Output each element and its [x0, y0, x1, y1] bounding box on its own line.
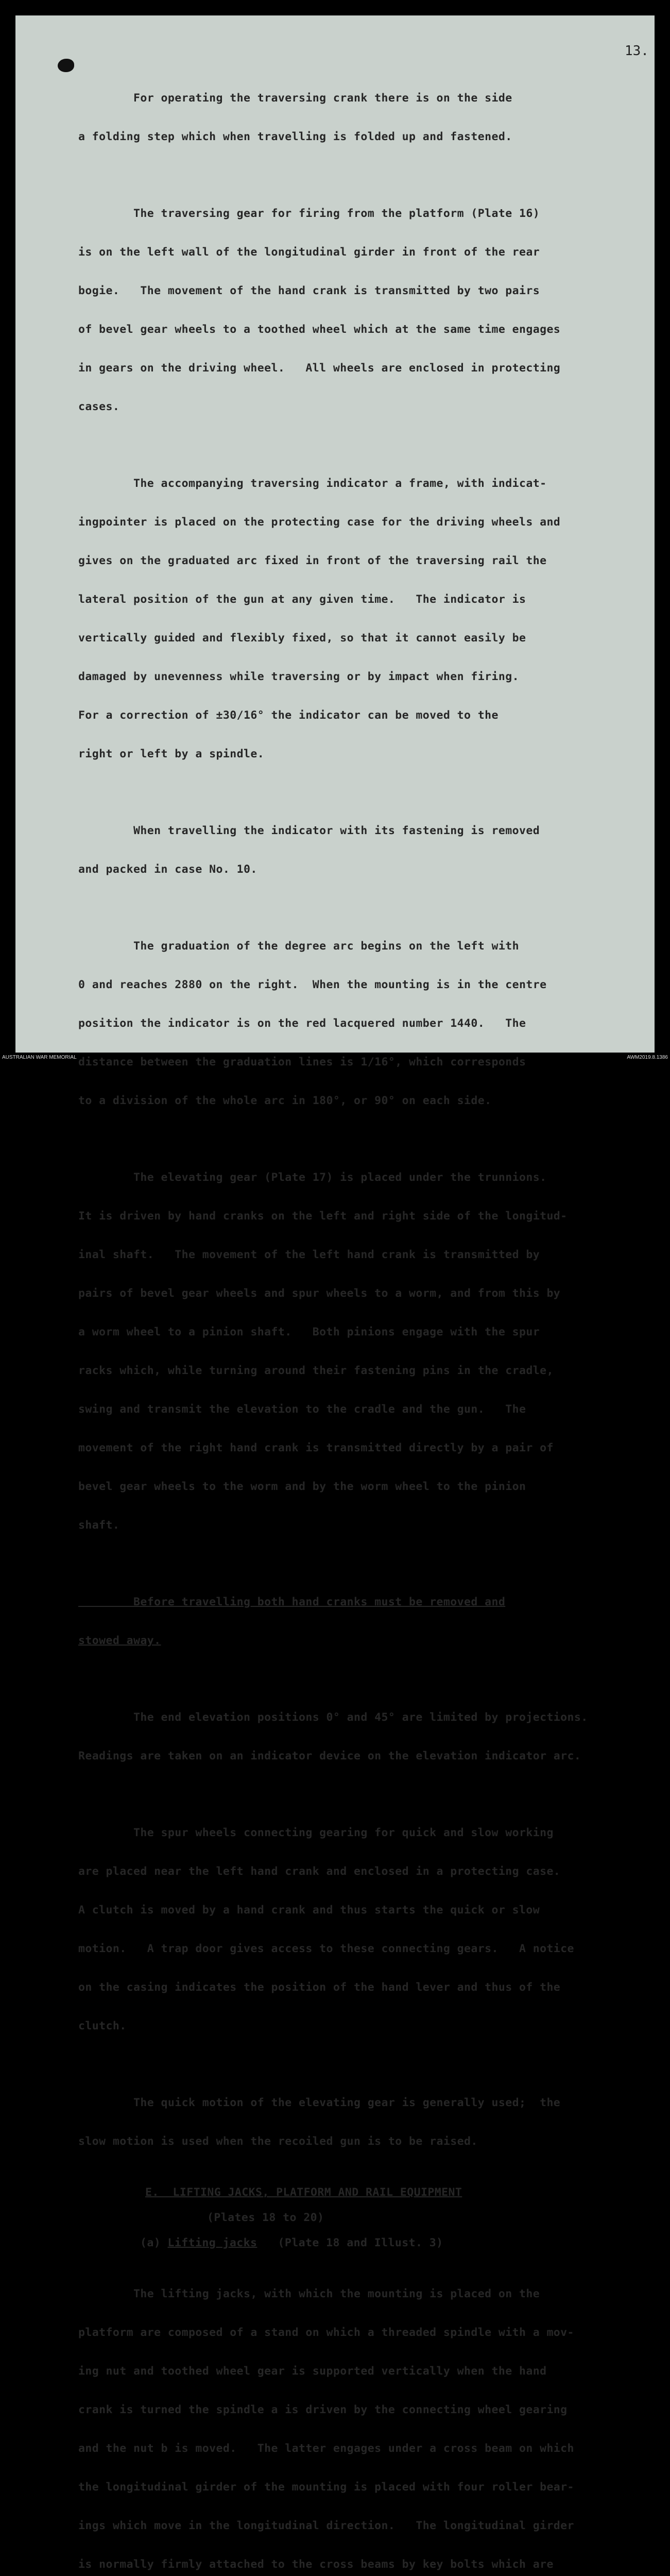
text-line: platform are composed of a stand on which a threaded spindle with a mov-: [78, 2326, 574, 2339]
text-line: ingpointer is placed on the protecting case for the driving wheels and: [78, 516, 561, 529]
text-line: of bevel gear wheels to a toothed wheel which at the same time engages: [78, 323, 561, 336]
text-line: The quick motion of the elevating gear is generally used; the: [78, 2096, 561, 2109]
text-line: The accompanying traversing indicator a frame, with indicat-: [78, 477, 547, 490]
text-line: the longitudinal girder of the mounting is placed with four roller bear-: [78, 2481, 574, 2494]
text-line: It is driven by hand cranks on the left and right side of the longitud-: [78, 1210, 568, 1223]
text-line: a folding step which when travelling is folded up and fastened.: [78, 130, 512, 143]
page-number: 13.: [625, 43, 649, 59]
section-plates-text: (Plates 18 to 20): [207, 2211, 324, 2224]
text-line: position the indicator is on the red lacquered number 1440. The: [78, 1017, 526, 1030]
subsection-heading: [78, 2236, 655, 2249]
text-line: pairs of bevel gear wheels and spur wheels to a worm, and from this by: [78, 1287, 561, 1300]
text-line: For operating the traversing crank there is on the side: [78, 92, 512, 105]
text-line: damaged by unevenness while traversing or by impact when firing.: [78, 670, 519, 683]
paragraph-7: [78, 1570, 655, 1673]
text-line: swing and transmit the elevation to the cradle and the gun. The: [78, 1403, 526, 1416]
paragraph-1: [78, 66, 655, 169]
text-line: distance between the graduation lines is 1/16°, which corresponds: [78, 1056, 526, 1069]
text-line: For a correction of ±30/16° the indicator can be moved to the: [78, 709, 499, 722]
text-line: vertically guided and flexibly fixed, so that it cannot easily be: [78, 632, 526, 645]
text-line: ing nut and toothed wheel gear is supported vertically when the hand: [78, 2365, 547, 2378]
paragraph-2: [78, 181, 655, 439]
text-line: racks which, while turning around their fastening pins in the cradle,: [78, 1364, 554, 1377]
body-text: [78, 66, 655, 2576]
archive-footer: [0, 1054, 670, 1062]
footer-reference: AWM2019.8.1386: [627, 1055, 668, 1060]
paragraph-3: [78, 451, 655, 786]
section-heading: [78, 2186, 655, 2199]
text-line: bevel gear wheels to the worm and by the worm wheel to the pinion: [78, 1480, 526, 1493]
text-line: motion. A trap door gives access to these connecting gears. A notice: [78, 1942, 574, 1955]
text-line: ings which move in the longitudinal direction. The longitudinal girder: [78, 2519, 574, 2532]
text-line: lateral position of the gun at any given time. The indicator is: [78, 593, 526, 606]
text-line: cases.: [78, 400, 120, 413]
text-line: bogie. The movement of the hand crank is transmitted by two pairs: [78, 284, 540, 297]
text-line: The graduation of the degree arc begins on the left with: [78, 940, 519, 953]
text-line: to a division of the whole arc in 180°, or 90° on each side.: [78, 1094, 492, 1107]
subsection-title: Lifting jacks: [167, 2236, 257, 2249]
text-line: in gears on the driving wheel. All wheels are enclosed in protecting: [78, 362, 561, 375]
text-line: right or left by a spindle.: [78, 748, 265, 760]
paragraph-6: [78, 1145, 655, 1557]
text-line: is on the left wall of the longitudinal girder in front of the rear: [78, 246, 540, 259]
text-line: crank is turned the spindle a is driven by the connecting wheel gearing: [78, 2403, 568, 2416]
text-line: 0 and reaches 2880 on the right. When the mounting is in the centre: [78, 978, 547, 991]
punch-hole: [58, 59, 74, 72]
text-line: The spur wheels connecting gearing for quick and slow working: [78, 1826, 554, 1839]
paragraph-8: [78, 1685, 655, 1788]
subsection-label: (a): [140, 2236, 168, 2249]
text-line: gives on the graduated arc fixed in front of the traversing rail the: [78, 554, 547, 567]
section-heading-text: E. LIFTING JACKS, PLATFORM AND RAIL EQUIPMENT: [145, 2186, 462, 2199]
paragraph-10: [78, 2071, 655, 2174]
text-line: slow motion is used when the recoiled gun is to be raised.: [78, 2135, 478, 2148]
text-line: movement of the right hand crank is transmitted directly by a pair of: [78, 1442, 554, 1454]
text-line: is normally firmly attached to the cross beams by key bolts which are: [78, 2558, 554, 2571]
text-line: and the nut b is moved. The latter engages under a cross beam on which: [78, 2442, 574, 2455]
text-line: The traversing gear for firing from the platform (Plate 16): [78, 207, 540, 220]
paragraph-4: [78, 799, 655, 902]
text-line: inal shaft. The movement of the left hand crank is transmitted by: [78, 1248, 540, 1261]
section-plates: [78, 2211, 655, 2224]
text-line: The elevating gear (Plate 17) is placed under the trunnions.: [78, 1171, 547, 1184]
paragraph-final: [78, 2262, 655, 2576]
text-line: Before travelling both hand cranks must be removed and: [78, 1596, 506, 1608]
text-line: and packed in case No. 10.: [78, 863, 257, 876]
text-line: When travelling the indicator with its fastening is removed: [78, 824, 540, 837]
paragraph-5: [78, 914, 655, 1133]
text-line: clutch.: [78, 2020, 127, 2032]
text-line: shaft.: [78, 1519, 120, 1532]
text-line: a worm wheel to a pinion shaft. Both pinions engage with the spur: [78, 1326, 540, 1338]
subsection-ref: (Plate 18 and Illust. 3): [257, 2236, 443, 2249]
text-line: The end elevation positions 0° and 45° are limited by projections.: [78, 1711, 588, 1724]
paragraph-9: [78, 1801, 655, 2058]
text-line: A clutch is moved by a hand crank and thus starts the quick or slow: [78, 1904, 540, 1917]
text-line: Readings are taken on an indicator device on the elevation indicator arc.: [78, 1750, 581, 1762]
text-line: The lifting jacks, with which the mounting is placed on the: [78, 2287, 540, 2300]
text-line: are placed near the left hand crank and enclosed in a protecting case.: [78, 1865, 561, 1878]
footer-institution: AUSTRALIAN WAR MEMORIAL: [2, 1055, 77, 1060]
text-line: on the casing indicates the position of the hand lever and thus of the: [78, 1981, 561, 1994]
text-line: stowed away.: [78, 1634, 161, 1647]
